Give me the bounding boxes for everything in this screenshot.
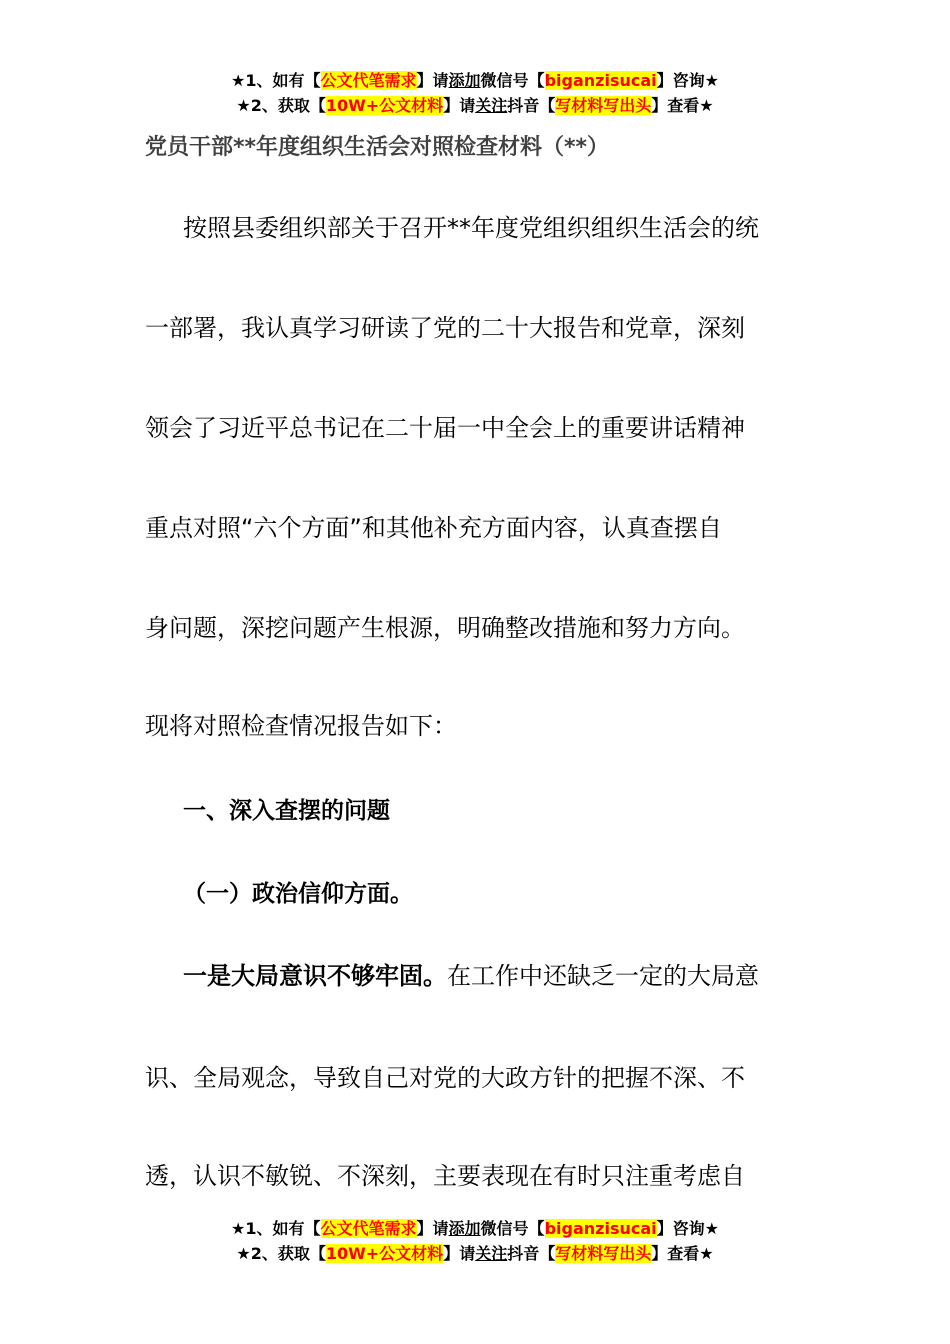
promo-underline: 添加 bbox=[448, 1219, 481, 1238]
promo-text: 抖音【 bbox=[507, 96, 556, 115]
body-line-6: 现将对照检查情况报告如下： bbox=[145, 712, 457, 740]
promo-douyin-account: 写材料写出头 bbox=[555, 96, 652, 115]
point-1-text: 在工作中还缺乏一定的大局意 bbox=[447, 962, 759, 990]
promo-text: 微信号【 bbox=[480, 1219, 545, 1238]
promo-underline: 关注 bbox=[475, 96, 508, 115]
promo-highlight: 10W+公文材料 bbox=[325, 1244, 444, 1263]
promo-text: 】查看★ bbox=[651, 1244, 714, 1263]
body-line-8: 透，认识不敏锐、不深刻，主要表现在有时只注重考虑自 bbox=[145, 1162, 745, 1190]
promo-text: 】查看★ bbox=[651, 96, 714, 115]
promo-highlight: 公文代笔需求 bbox=[320, 1219, 417, 1238]
promo-text: ★1、如有【 bbox=[231, 71, 321, 90]
body-line-4: 重点对照“六个方面”和其他补充方面内容，认真查摆自 bbox=[145, 514, 722, 542]
promo-text: 】请 bbox=[416, 71, 449, 90]
promo-text: 】请 bbox=[443, 96, 476, 115]
promo-text: ★2、获取【 bbox=[236, 1244, 326, 1263]
promo-wechat-id: biganzisucai bbox=[544, 1219, 657, 1238]
document-title: 党员干部**年度组织生活会对照检查材料（**） bbox=[145, 135, 610, 160]
promo-text: 抖音【 bbox=[507, 1244, 556, 1263]
body-line-3: 领会了习近平总书记在二十届一中全会上的重要讲话精神 bbox=[145, 414, 745, 442]
promo-banner-top bbox=[0, 68, 950, 118]
promo-banner-bottom bbox=[0, 1216, 950, 1266]
body-line-1: 按照县委组织部关于召开**年度党组织组织生活会的统 bbox=[183, 214, 759, 242]
promo-text: 】咨询★ bbox=[656, 1219, 719, 1238]
promo-line-1 bbox=[0, 1216, 950, 1241]
promo-highlight: 公文代笔需求 bbox=[320, 71, 417, 90]
promo-text: ★2、获取【 bbox=[236, 96, 326, 115]
promo-highlight: 10W+公文材料 bbox=[325, 96, 444, 115]
promo-line-2 bbox=[0, 1241, 950, 1266]
promo-underline: 关注 bbox=[475, 1244, 508, 1263]
section-heading-2: （一）政治信仰方面。 bbox=[183, 881, 413, 907]
body-line-5: 身问题，深挖问题产生根源，明确整改措施和努力方向。 bbox=[145, 614, 745, 642]
promo-text: 微信号【 bbox=[480, 71, 545, 90]
promo-text: 】请 bbox=[443, 1244, 476, 1263]
promo-underline: 添加 bbox=[448, 71, 481, 90]
promo-text: 】请 bbox=[416, 1219, 449, 1238]
body-line-7: 识、全局观念，导致自己对党的大政方针的把握不深、不 bbox=[145, 1064, 745, 1092]
section-heading-1: 一、深入查摆的问题 bbox=[183, 798, 390, 824]
promo-line-2 bbox=[0, 93, 950, 118]
promo-text: 】咨询★ bbox=[656, 71, 719, 90]
point-1-heading: 一是大局意识不够牢固。 bbox=[183, 962, 447, 990]
promo-wechat-id: biganzisucai bbox=[544, 71, 657, 90]
body-line-2: 一部署，我认真学习研读了党的二十大报告和党章，深刻 bbox=[145, 314, 745, 342]
promo-douyin-account: 写材料写出头 bbox=[555, 1244, 652, 1263]
point-1 bbox=[183, 960, 759, 992]
promo-text: ★1、如有【 bbox=[231, 1219, 321, 1238]
promo-line-1 bbox=[0, 68, 950, 93]
